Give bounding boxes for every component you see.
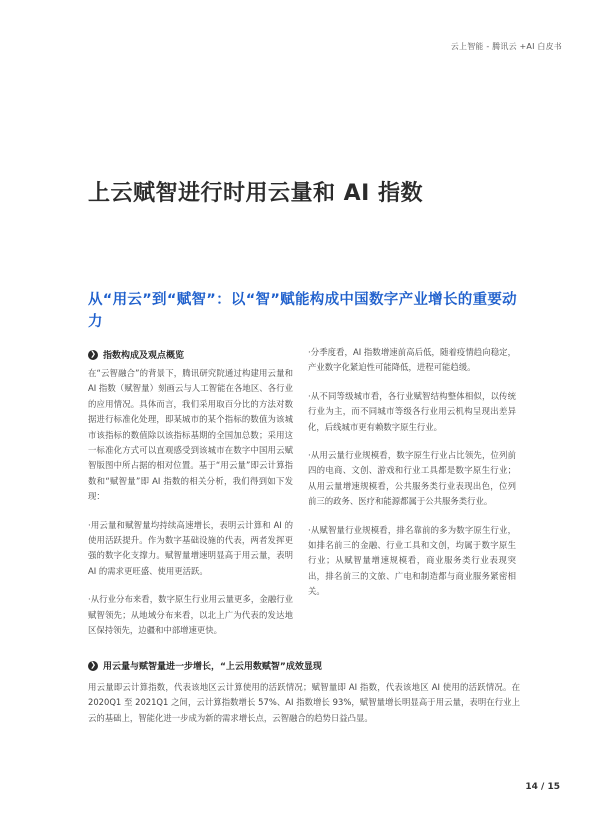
paragraph: 在“云智融合”的背景下，腾讯研究院通过构建用云量和 AI 指数（赋智量）刻画云与人工智能在各地区、各行业的应用情况。具体而言，我们采用取百分比的方法对数据进行标准化处理，即某城市的某个指标的数值为该城市该指标的数值除以该指标基期的全国加总数；采用这一标准化方式可以直观感受到该城市在数字中国用云赋智版图中所占据的相对位置。基于“用云量”即云计算指数和“赋智量”即 AI 指数的相关分析，我们得到如下发现： xyxy=(88,368,293,502)
section-title: 从“用云”到“赋智”：以“智”赋能构成中国数字产业增长的重要动力 xyxy=(88,292,517,330)
paragraph: ·分季度看，AI 指数增速前高后低，随着疫情趋向稳定，产业数字化紧迫性可能降低，进程可能趋缓。 xyxy=(308,347,516,373)
document-header-tag: 云上智能 - 腾讯云 +AI 白皮书 xyxy=(450,42,562,51)
paragraph: ·用云量和赋智量均持续高速增长，表明云计算和 AI 的使用活跃提升。作为数字基础设施的代表，两者发挥更强的数字化支撑力。赋智量增速明显高于用云量，表明 AI 的需求更旺盛、使用更活跃。 xyxy=(88,519,293,576)
page-title: 上云赋智进行时用云量和 AI 指数 xyxy=(88,181,424,206)
subsection-heading-text: 用云量与赋智量进一步增长，“上云用数赋智”成效显现 xyxy=(103,662,322,672)
chevron-right-icon: ❯ xyxy=(88,661,98,671)
subsection-heading-growth xyxy=(88,659,322,672)
right-column xyxy=(308,345,516,613)
paragraph: ·从赋智量行业规模看，排名靠前的多为数字原生行业，如排名前三的金融、行业工具和文创，均属于数字原生行业；从赋智量增速规模看，商业服务类行业表现突出，排名前三的文旅、广电和制造都与商业服务紧密相关。 xyxy=(308,524,516,597)
subsection-heading-overview xyxy=(88,348,184,361)
subsection-heading-text: 指数构成及观点概览 xyxy=(103,351,185,361)
paragraph: ·从用云量行业规模看，数字原生行业占比领先，位列前四的电商、文创、游戏和行业工具都是数字原生行业；从用云量增速规模看，公共服务类行业表现出色，位列前三的政务、医疗和能源都属于公共服务类行业。 xyxy=(308,450,516,507)
paragraph: ·从不同等级城市看，各行业赋智结构整体相似，以传统行业为主，而不同城市等级各行业用云机构呈现出差异化，后线城市更有赖数字原生行业。 xyxy=(308,390,516,432)
page-number: 14 / 15 xyxy=(525,782,560,792)
paragraph: ·从行业分布来看，数字原生行业用云量更多，金融行业赋智领先；从地域分布来看，以北上广为代表的发达地区保持领先，边疆和中部增速更快。 xyxy=(88,594,293,636)
chevron-right-icon: ❯ xyxy=(88,350,98,360)
paragraph: 用云量即云计算指数，代表该地区云计算使用的活跃情况；赋智量即 AI 指数，代表该地区 AI 使用的活跃情况。在 2020Q1 至 2021Q1 之间，云计算指数增长 57%、AI 指数增长 93%，赋智量增长明显高于用云量，表明在行业上云的基础上，智能化进一步成为新的需求增长点，云智融合的趋势日益凸显。 xyxy=(88,682,520,723)
left-column xyxy=(88,366,293,652)
